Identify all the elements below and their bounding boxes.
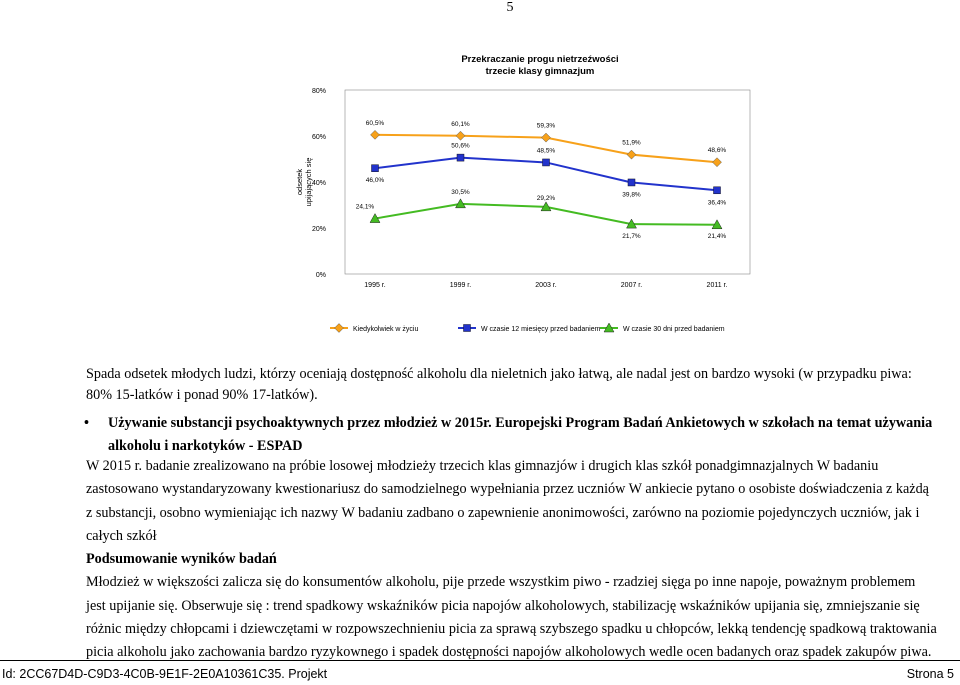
series-point (543, 159, 550, 166)
footer-document-id: Id: 2CC67D4D-C9D3-4C0B-9E1F-2E0A10361C35. Projekt (2, 667, 328, 681)
series-point (714, 187, 721, 194)
series-point (628, 179, 635, 186)
x-tick-label: 2007 r. (620, 282, 643, 289)
paragraph-method: W 2015 r. badanie zrealizowano na próbie losowej młodzieży trzecich klas gimnazjów i drugich klas szkół ponadgimnazjalnych W badaniu zastosowano wystandaryzowany kwestionariusz do samodzielnego wypełniania przez uczniów W ankiecie pytano o osobiste doświadczenia z każdą z substancji, osobno wymieniając ich nazwy W badaniu zadbano o zapewnienie anonimowości, zarówno na poziomie pojedynczych uczniów, jak i całych szkół (86, 458, 929, 544)
y-axis-label-line: upijających się (304, 157, 313, 207)
y-tick-label: 60% (311, 134, 326, 141)
y-tick-label: 20% (311, 226, 326, 233)
x-tick-label: 2003 r. (535, 282, 557, 289)
data-label: 29,2% (536, 194, 556, 202)
series-point (457, 154, 464, 161)
paragraph-availability: Spada odsetek młodych ludzi, którzy oceniają dostępność alkoholu dla nieletnich jako łatwą, ale nadal jest on bardzo wysoki (w przypadku piwa: 80% 15-latków i ponad 90% 17-latków). (86, 366, 912, 403)
series-point (713, 158, 722, 167)
series-point (371, 130, 380, 139)
plot-area (345, 90, 750, 274)
data-label: 21,7% (622, 233, 641, 241)
data-label: 39,8% (622, 191, 641, 199)
x-tick-label: 1999 r. (449, 282, 472, 289)
summary-heading: Podsumowanie wyników badań (86, 551, 277, 568)
bullet-heading-text: Używanie substancji psychoaktywnych przez młodzież w 2015r. Europejski Program Badań Ankietowych w szkołach na temat używania alkoholu i narkotyków - ESPAD (108, 415, 933, 454)
data-label: 48,5% (536, 147, 556, 155)
legend-swatch-marker (464, 325, 471, 332)
y-tick-label: 80% (311, 88, 326, 95)
series-point (372, 165, 379, 172)
legend-swatch-marker (335, 324, 344, 333)
data-label: 60,5% (365, 119, 385, 127)
data-label: 30,5% (451, 188, 470, 196)
data-label: 48,6% (707, 147, 727, 155)
chart-title-line: Przekraczanie progu nietrzeźwości (461, 54, 619, 65)
data-label: 51,9% (622, 139, 641, 147)
series-point (456, 131, 465, 140)
x-tick-label: 1995 r. (364, 282, 386, 289)
bullet-marker: • (84, 415, 89, 431)
chart-svg (290, 40, 760, 350)
legend-entry: Kiedykolwiek w życiu (353, 326, 419, 333)
data-label: 36,4% (707, 199, 727, 207)
data-label: 50,6% (451, 142, 470, 150)
footer-page-label: Strona 5 (906, 667, 954, 681)
data-label: 21,4% (707, 232, 727, 240)
legend-entry: W czasie 30 dni przed badaniem (623, 326, 725, 333)
bullet-section-heading (86, 412, 938, 458)
x-tick-label: 2011 r. (706, 282, 728, 289)
y-tick-label: 0% (315, 272, 326, 279)
data-label: 24,1% (355, 203, 375, 211)
y-axis-label-line: odsetek (295, 168, 304, 196)
series-point (542, 133, 551, 142)
data-label: 59,3% (536, 122, 556, 130)
page-number: 5 (506, 0, 514, 15)
data-label: 60,1% (451, 120, 470, 128)
line-chart (290, 40, 760, 350)
data-label: 46,0% (365, 177, 385, 185)
chart-title-line: trzecie klasy gimnazjum (485, 66, 595, 77)
study-description (86, 455, 938, 665)
paragraph-summary: Młodzież w większości zalicza się do konsumentów alkoholu, pije przede wszystkim piwo - rzadziej sięga po inne napoje, poważnym problemem jest upijanie się. Obserwuje się : trend spadkowy wskaźników picia napojów alkoholowych, stabilizację wskaźników upijania się, zmniejszanie się różnic między chłopcami i dziewczętami w rozpowszechnieniu picia za sprawą szybszego spadku u chłopców, lekką tendencję spadkową traktowania picia alkoholu jako zachowania bardzo ryzykownego i spadek dostępności napojów alkoholowych wedle ocen badanych oraz spadek zakupów piwa. (86, 574, 937, 661)
page-footer (0, 660, 960, 685)
y-tick-label: 40% (311, 180, 326, 187)
series-point (627, 150, 636, 159)
legend-entry: W czasie 12 miesięcy przed badaniem (481, 326, 601, 333)
